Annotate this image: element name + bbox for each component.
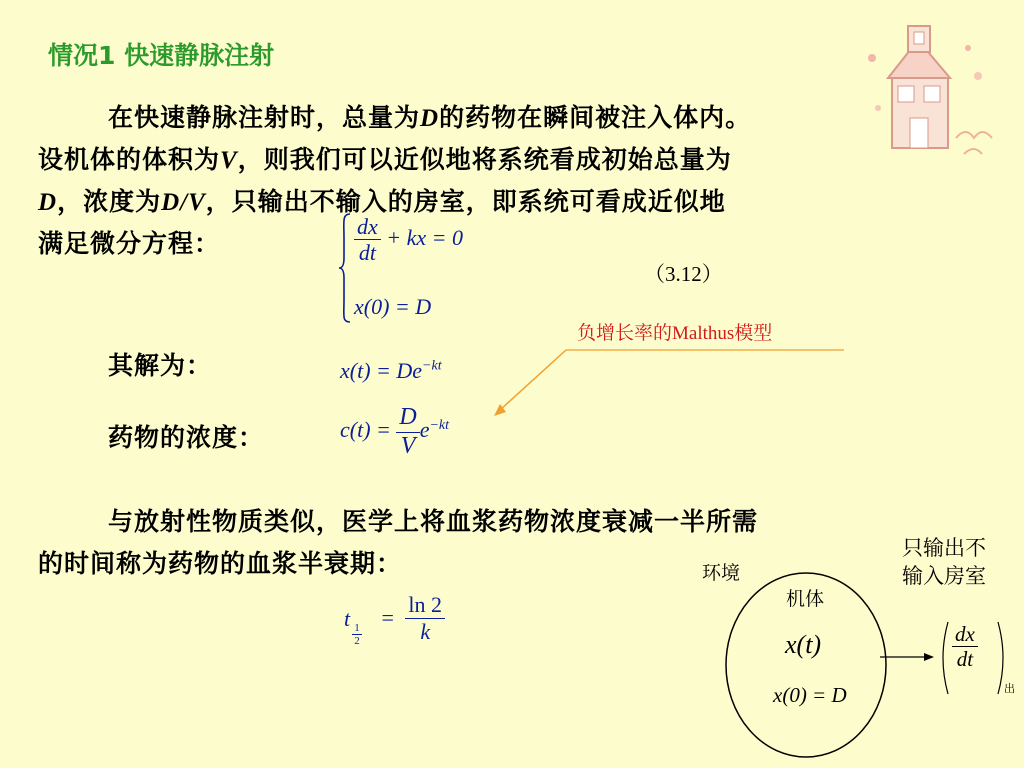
halflife-t: t — [344, 606, 351, 631]
halflife-equals: = — [381, 605, 394, 630]
p1-l2-text: 设机体的体积为 — [38, 145, 221, 174]
concentration-label: 药物的浓度： — [108, 423, 265, 452]
compartment-type-line2: 输入房室 — [902, 564, 986, 588]
output-subscript: 出 — [1004, 682, 1015, 695]
conc-numerator: D — [396, 404, 419, 433]
left-paren — [943, 622, 948, 694]
ode-rest: + kx = 0 — [386, 224, 463, 250]
sub-num: 1 — [352, 622, 362, 635]
conc-lhs: c(t) = — [340, 417, 391, 443]
solution-base: x(t) = De — [340, 358, 423, 383]
body-initial-condition: x(0) = D — [773, 683, 847, 707]
sub-den: 2 — [354, 635, 360, 648]
halflife-numerator: ln 2 — [405, 592, 445, 618]
halflife-denominator: k — [420, 618, 431, 644]
solution-label: 其解为： — [108, 351, 213, 380]
p1-l3-var2: D/V — [161, 189, 206, 216]
paragraph1-line4: 满足微分方程： — [38, 229, 221, 258]
output-fraction — [952, 622, 978, 671]
state-label: x(t) — [785, 630, 822, 659]
paragraph2-line2: 的时间称为药物的血浆半衰期： — [38, 549, 403, 578]
conc-e: e — [419, 417, 430, 443]
equation-number: （3.12） — [644, 262, 723, 286]
p1-l2-end: ，则我们可以近似地将系统看成初始总量为 — [237, 145, 732, 174]
output-arrow-head — [924, 653, 934, 661]
p1-l2-var: V — [220, 147, 238, 174]
ode-numerator: dx — [354, 214, 381, 240]
output-denominator: dt — [956, 647, 974, 672]
p1-l3-end: ，只输出不输入的房室，即系统可看成近似地 — [205, 187, 726, 216]
right-paren — [998, 622, 1003, 694]
p1-l1-var: D — [420, 105, 440, 132]
initial-condition: x(0) = D — [354, 294, 432, 319]
paragraph2-line1: 与放射性物质类似，医学上将血浆药物浓度衰减一半所需 — [108, 507, 759, 536]
environment-label: 环境 — [702, 562, 741, 584]
p1-l1-text: 在快速静脉注射时，总量为 — [108, 103, 421, 132]
body-label: 机体 — [786, 588, 825, 610]
conc-denominator: V — [400, 432, 416, 459]
compartment-type-line1: 只输出不 — [902, 536, 986, 560]
p1-l1-end: 的药物在瞬间被注入体内。 — [439, 103, 752, 132]
output-numerator: dx — [952, 622, 978, 647]
p1-l3-var1: D — [38, 189, 58, 216]
slide-title: 情况1 快速静脉注射 — [48, 41, 275, 70]
ode-denominator: dt — [358, 240, 376, 266]
solution-exponent: −kt — [422, 358, 442, 374]
p1-l3-mid: ，浓度为 — [57, 187, 162, 216]
conc-exponent: −kt — [429, 417, 450, 433]
malthus-annotation: 负增长率的Malthus模型 — [577, 323, 773, 344]
output-rate — [952, 622, 978, 671]
